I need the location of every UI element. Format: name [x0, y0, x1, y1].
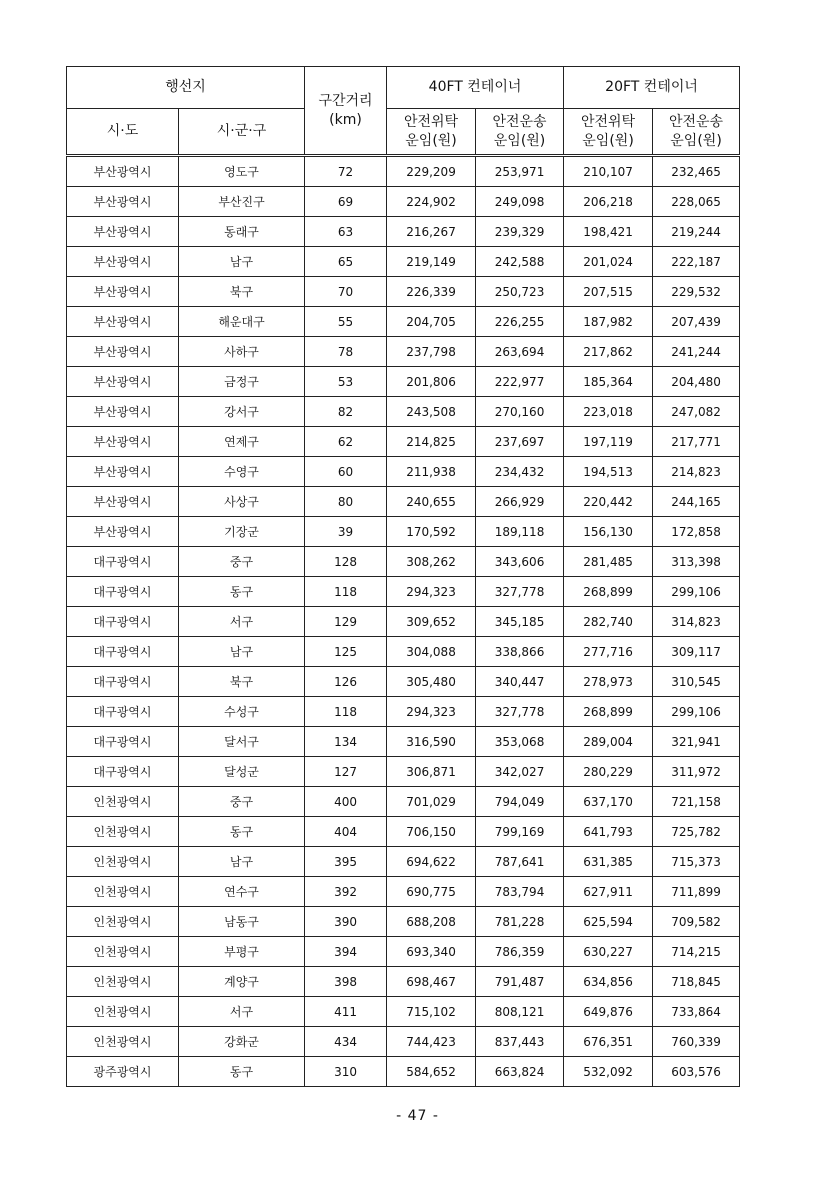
sigungu-cell: 남구 [179, 247, 305, 277]
ft40-transport-cell: 794,049 [476, 787, 564, 817]
sigungu-cell: 수성구 [179, 697, 305, 727]
ft20-transport-cell: 714,215 [653, 937, 740, 967]
sigungu-cell: 기장군 [179, 517, 305, 547]
ft20-entrust-header [564, 109, 653, 156]
ft20-entrust-cell: 630,227 [564, 937, 653, 967]
sido-cell: 부산광역시 [67, 397, 179, 427]
table-row [67, 877, 740, 907]
sido-cell: 광주광역시 [67, 1057, 179, 1087]
ft20-entrust-cell: 206,218 [564, 187, 653, 217]
sido-cell: 인천광역시 [67, 1027, 179, 1057]
ft20-transport-cell: 603,576 [653, 1057, 740, 1087]
sido-cell: 부산광역시 [67, 517, 179, 547]
ft20-transport-header [653, 109, 740, 156]
distance-cell: 118 [305, 697, 387, 727]
ft20-transport-cell: 217,771 [653, 427, 740, 457]
ft20-transport-cell: 725,782 [653, 817, 740, 847]
ft20-entrust-cell: 185,364 [564, 367, 653, 397]
sido-header: 시·도 [67, 109, 179, 156]
ft20-entrust-cell: 217,862 [564, 337, 653, 367]
table-header [67, 67, 740, 156]
ft20-entrust-cell: 187,982 [564, 307, 653, 337]
ft20-transport-cell: 715,373 [653, 847, 740, 877]
table-row [67, 937, 740, 967]
distance-cell: 310 [305, 1057, 387, 1087]
table-row [67, 397, 740, 427]
table-row [67, 517, 740, 547]
ft40-entrust-cell: 584,652 [387, 1057, 476, 1087]
table-row [67, 217, 740, 247]
ft40-entrust-cell: 294,323 [387, 577, 476, 607]
ft40-entrust-cell: 219,149 [387, 247, 476, 277]
distance-cell: 80 [305, 487, 387, 517]
distance-cell: 404 [305, 817, 387, 847]
distance-cell: 78 [305, 337, 387, 367]
ft40-entrust-cell: 706,150 [387, 817, 476, 847]
sigungu-cell: 남동구 [179, 907, 305, 937]
sigungu-cell: 사하구 [179, 337, 305, 367]
sigungu-cell: 동래구 [179, 217, 305, 247]
sigungu-cell: 북구 [179, 277, 305, 307]
ft20-transport-cell: 228,065 [653, 187, 740, 217]
ft40-transport-cell: 189,118 [476, 517, 564, 547]
distance-cell: 63 [305, 217, 387, 247]
distance-cell: 392 [305, 877, 387, 907]
ft40-entrust-cell: 214,825 [387, 427, 476, 457]
ft20-transport-cell: 207,439 [653, 307, 740, 337]
sido-cell: 인천광역시 [67, 967, 179, 997]
ft20-transport-cell: 232,465 [653, 156, 740, 187]
sido-cell: 부산광역시 [67, 217, 179, 247]
ft40-transport-cell: 239,329 [476, 217, 564, 247]
ft40-transport-cell: 253,971 [476, 156, 564, 187]
table-row [67, 847, 740, 877]
ft40-transport-cell: 263,694 [476, 337, 564, 367]
table-row [67, 457, 740, 487]
ft20-entrust-cell: 625,594 [564, 907, 653, 937]
ft20-entrust-cell: 631,385 [564, 847, 653, 877]
sido-cell: 대구광역시 [67, 637, 179, 667]
table-row [67, 757, 740, 787]
ft20-transport-cell: 229,532 [653, 277, 740, 307]
ft20-entrust-cell: 634,856 [564, 967, 653, 997]
page-number: - 47 - [396, 1108, 439, 1124]
ft40-transport-cell: 340,447 [476, 667, 564, 697]
ft20-transport-cell: 299,106 [653, 697, 740, 727]
ft40-entrust-cell: 688,208 [387, 907, 476, 937]
sigungu-cell: 해운대구 [179, 307, 305, 337]
ft40-entrust-cell: 211,938 [387, 457, 476, 487]
distance-cell: 129 [305, 607, 387, 637]
sido-cell: 부산광역시 [67, 247, 179, 277]
sido-cell: 부산광역시 [67, 187, 179, 217]
ft40-entrust-header [387, 109, 476, 156]
ft20-entrust-cell: 532,092 [564, 1057, 653, 1087]
table-row [67, 277, 740, 307]
sigungu-cell: 영도구 [179, 156, 305, 187]
ft40-entrust-cell: 224,902 [387, 187, 476, 217]
ft20-transport-cell: 310,545 [653, 667, 740, 697]
distance-cell: 62 [305, 427, 387, 457]
distance-cell: 128 [305, 547, 387, 577]
ft20-entrust-cell: 280,229 [564, 757, 653, 787]
ft40-entrust-cell: 304,088 [387, 637, 476, 667]
sigungu-cell: 부산진구 [179, 187, 305, 217]
distance-cell: 394 [305, 937, 387, 967]
ft20-transport-cell: 721,158 [653, 787, 740, 817]
ft20-transport-cell: 718,845 [653, 967, 740, 997]
ft20-entrust-cell: 201,024 [564, 247, 653, 277]
sigungu-cell: 중구 [179, 787, 305, 817]
sigungu-cell: 강화군 [179, 1027, 305, 1057]
distance-cell: 400 [305, 787, 387, 817]
ft40-transport-cell: 342,027 [476, 757, 564, 787]
distance-cell: 390 [305, 907, 387, 937]
ft40-transport-cell: 345,185 [476, 607, 564, 637]
ft40-entrust-cell: 694,622 [387, 847, 476, 877]
sido-cell: 부산광역시 [67, 307, 179, 337]
ft40-entrust-cell: 701,029 [387, 787, 476, 817]
sigungu-cell: 남구 [179, 847, 305, 877]
sigungu-cell: 수영구 [179, 457, 305, 487]
ft20-entrust-cell: 649,876 [564, 997, 653, 1027]
ft40-entrust-cell: 715,102 [387, 997, 476, 1027]
ft20-entrust-cell: 281,485 [564, 547, 653, 577]
ft20-transport-label: 안전운송 [668, 113, 724, 130]
sigungu-cell: 동구 [179, 817, 305, 847]
ft40-transport-cell: 808,121 [476, 997, 564, 1027]
ft40-entrust-label: 안전위탁 [403, 113, 459, 130]
ft20-entrust-cell: 676,351 [564, 1027, 653, 1057]
ft40-entrust-cell: 690,775 [387, 877, 476, 907]
ft40-entrust-cell: 693,340 [387, 937, 476, 967]
ft20-entrust-cell: 207,515 [564, 277, 653, 307]
table-row [67, 697, 740, 727]
table-row [67, 1027, 740, 1057]
ft40-transport-cell: 270,160 [476, 397, 564, 427]
ft20-transport-cell: 711,899 [653, 877, 740, 907]
distance-cell: 70 [305, 277, 387, 307]
ft40-entrust-cell: 698,467 [387, 967, 476, 997]
table-row [67, 817, 740, 847]
ft40-entrust-cell: 294,323 [387, 697, 476, 727]
sido-cell: 인천광역시 [67, 877, 179, 907]
ft20-transport-cell: 313,398 [653, 547, 740, 577]
sido-cell: 부산광역시 [67, 487, 179, 517]
ft20-transport-cell: 244,165 [653, 487, 740, 517]
ft40-entrust-cell: 744,423 [387, 1027, 476, 1057]
distance-cell: 411 [305, 997, 387, 1027]
distance-cell: 69 [305, 187, 387, 217]
ft20-transport-cell: 219,244 [653, 217, 740, 247]
ft20-entrust-cell: 268,899 [564, 577, 653, 607]
sigungu-cell: 부평구 [179, 937, 305, 967]
ft40-transport-cell: 799,169 [476, 817, 564, 847]
sido-cell: 대구광역시 [67, 547, 179, 577]
sido-cell: 인천광역시 [67, 817, 179, 847]
ft40-entrust-cell: 308,262 [387, 547, 476, 577]
ft20-entrust-cell: 198,421 [564, 217, 653, 247]
sigungu-cell: 북구 [179, 667, 305, 697]
ft20-entrust-cell: 194,513 [564, 457, 653, 487]
table-row [67, 247, 740, 277]
sigungu-cell: 계양구 [179, 967, 305, 997]
ft40-header: 40FT 컨테이너 [387, 67, 564, 109]
ft20-entrust-cell: 220,442 [564, 487, 653, 517]
sido-cell: 인천광역시 [67, 907, 179, 937]
ft20-transport-unit: 운임(원) [670, 132, 722, 149]
distance-cell: 395 [305, 847, 387, 877]
table-row [67, 607, 740, 637]
ft20-transport-cell: 214,823 [653, 457, 740, 487]
distance-cell: 72 [305, 156, 387, 187]
ft40-entrust-cell: 305,480 [387, 667, 476, 697]
table-body [67, 156, 740, 1087]
ft40-transport-cell: 837,443 [476, 1027, 564, 1057]
table-row [67, 787, 740, 817]
sigungu-cell: 달서구 [179, 727, 305, 757]
ft20-entrust-cell: 627,911 [564, 877, 653, 907]
sido-cell: 부산광역시 [67, 427, 179, 457]
ft20-entrust-cell: 637,170 [564, 787, 653, 817]
ft40-entrust-cell: 229,209 [387, 156, 476, 187]
table-row [67, 1057, 740, 1087]
ft40-entrust-cell: 243,508 [387, 397, 476, 427]
sido-cell: 부산광역시 [67, 277, 179, 307]
freight-rate-table [66, 66, 740, 1087]
sigungu-cell: 달성군 [179, 757, 305, 787]
ft40-transport-cell: 266,929 [476, 487, 564, 517]
ft40-entrust-cell: 170,592 [387, 517, 476, 547]
ft40-transport-cell: 663,824 [476, 1057, 564, 1087]
ft20-entrust-cell: 641,793 [564, 817, 653, 847]
distance-cell: 65 [305, 247, 387, 277]
sido-cell: 부산광역시 [67, 457, 179, 487]
ft20-transport-cell: 733,864 [653, 997, 740, 1027]
sido-cell: 대구광역시 [67, 607, 179, 637]
ft20-entrust-cell: 223,018 [564, 397, 653, 427]
sido-cell: 대구광역시 [67, 757, 179, 787]
ft40-transport-cell: 787,641 [476, 847, 564, 877]
sigungu-cell: 동구 [179, 577, 305, 607]
distance-cell: 39 [305, 517, 387, 547]
ft40-entrust-cell: 237,798 [387, 337, 476, 367]
distance-cell: 118 [305, 577, 387, 607]
sido-cell: 부산광역시 [67, 337, 179, 367]
ft20-entrust-cell: 282,740 [564, 607, 653, 637]
ft20-header: 20FT 컨테이너 [564, 67, 740, 109]
table-row [67, 307, 740, 337]
ft20-transport-cell: 299,106 [653, 577, 740, 607]
sido-cell: 인천광역시 [67, 847, 179, 877]
ft20-transport-cell: 311,972 [653, 757, 740, 787]
distance-cell: 434 [305, 1027, 387, 1057]
sido-cell: 인천광역시 [67, 997, 179, 1027]
ft40-entrust-cell: 309,652 [387, 607, 476, 637]
ft40-transport-cell: 242,588 [476, 247, 564, 277]
table-row [67, 637, 740, 667]
sigungu-cell: 금정구 [179, 367, 305, 397]
ft40-transport-cell: 327,778 [476, 577, 564, 607]
sido-cell: 부산광역시 [67, 367, 179, 397]
sigungu-header: 시·군·구 [179, 109, 305, 156]
distance-header-label: 구간거리 [318, 92, 373, 109]
table-row [67, 156, 740, 187]
distance-cell: 127 [305, 757, 387, 787]
ft20-transport-cell: 321,941 [653, 727, 740, 757]
table-row [67, 367, 740, 397]
table-row [67, 907, 740, 937]
distance-cell: 60 [305, 457, 387, 487]
sido-cell: 대구광역시 [67, 577, 179, 607]
ft40-transport-cell: 781,228 [476, 907, 564, 937]
ft40-transport-cell: 343,606 [476, 547, 564, 577]
ft20-entrust-cell: 268,899 [564, 697, 653, 727]
sigungu-cell: 남구 [179, 637, 305, 667]
ft40-transport-header [476, 109, 564, 156]
sigungu-cell: 연제구 [179, 427, 305, 457]
sigungu-cell: 사상구 [179, 487, 305, 517]
table-row [67, 187, 740, 217]
ft40-entrust-cell: 216,267 [387, 217, 476, 247]
sigungu-cell: 동구 [179, 1057, 305, 1087]
distance-cell: 82 [305, 397, 387, 427]
table-row [67, 667, 740, 697]
distance-cell: 125 [305, 637, 387, 667]
table-row [67, 997, 740, 1027]
ft20-entrust-cell: 197,119 [564, 427, 653, 457]
distance-header-unit: (km) [329, 111, 362, 128]
sigungu-cell: 서구 [179, 607, 305, 637]
ft40-transport-cell: 222,977 [476, 367, 564, 397]
ft40-entrust-unit: 운임(원) [405, 132, 457, 149]
sido-cell: 대구광역시 [67, 697, 179, 727]
ft40-transport-cell: 353,068 [476, 727, 564, 757]
ft40-entrust-cell: 226,339 [387, 277, 476, 307]
ft20-transport-cell: 709,582 [653, 907, 740, 937]
ft40-transport-cell: 338,866 [476, 637, 564, 667]
distance-cell: 53 [305, 367, 387, 397]
ft40-transport-cell: 250,723 [476, 277, 564, 307]
ft20-transport-cell: 204,480 [653, 367, 740, 397]
ft20-entrust-unit: 운임(원) [582, 132, 634, 149]
ft40-entrust-cell: 204,705 [387, 307, 476, 337]
sigungu-cell: 중구 [179, 547, 305, 577]
ft40-transport-unit: 운임(원) [493, 132, 546, 149]
distance-cell: 126 [305, 667, 387, 697]
destination-header: 행선지 [67, 67, 305, 109]
ft40-transport-cell: 791,487 [476, 967, 564, 997]
table-row [67, 337, 740, 367]
sigungu-cell: 연수구 [179, 877, 305, 907]
sido-cell: 대구광역시 [67, 667, 179, 697]
ft40-transport-cell: 327,778 [476, 697, 564, 727]
distance-cell: 55 [305, 307, 387, 337]
ft40-transport-cell: 786,359 [476, 937, 564, 967]
ft20-transport-cell: 172,858 [653, 517, 740, 547]
sigungu-cell: 강서구 [179, 397, 305, 427]
ft40-transport-cell: 249,098 [476, 187, 564, 217]
ft20-entrust-cell: 289,004 [564, 727, 653, 757]
ft20-transport-cell: 247,082 [653, 397, 740, 427]
ft20-transport-cell: 760,339 [653, 1027, 740, 1057]
sido-cell: 부산광역시 [67, 156, 179, 187]
ft20-transport-cell: 222,187 [653, 247, 740, 277]
ft40-entrust-cell: 316,590 [387, 727, 476, 757]
distance-cell: 134 [305, 727, 387, 757]
ft40-transport-cell: 237,697 [476, 427, 564, 457]
ft20-entrust-label: 안전위탁 [580, 113, 636, 130]
ft20-entrust-cell: 210,107 [564, 156, 653, 187]
table-row [67, 547, 740, 577]
ft40-transport-cell: 226,255 [476, 307, 564, 337]
sido-cell: 인천광역시 [67, 937, 179, 967]
distance-header [305, 67, 387, 156]
distance-cell: 398 [305, 967, 387, 997]
ft20-entrust-cell: 156,130 [564, 517, 653, 547]
table-row [67, 487, 740, 517]
ft20-entrust-cell: 278,973 [564, 667, 653, 697]
table-row [67, 727, 740, 757]
ft20-transport-cell: 314,823 [653, 607, 740, 637]
table-row [67, 967, 740, 997]
ft40-transport-label: 안전운송 [492, 113, 547, 130]
ft20-transport-cell: 241,244 [653, 337, 740, 367]
ft20-entrust-cell: 277,716 [564, 637, 653, 667]
ft20-transport-cell: 309,117 [653, 637, 740, 667]
table-row [67, 427, 740, 457]
ft40-entrust-cell: 240,655 [387, 487, 476, 517]
ft40-transport-cell: 234,432 [476, 457, 564, 487]
ft40-entrust-cell: 306,871 [387, 757, 476, 787]
table-row [67, 577, 740, 607]
ft40-entrust-cell: 201,806 [387, 367, 476, 397]
sigungu-cell: 서구 [179, 997, 305, 1027]
sido-cell: 대구광역시 [67, 727, 179, 757]
sido-cell: 인천광역시 [67, 787, 179, 817]
ft40-transport-cell: 783,794 [476, 877, 564, 907]
